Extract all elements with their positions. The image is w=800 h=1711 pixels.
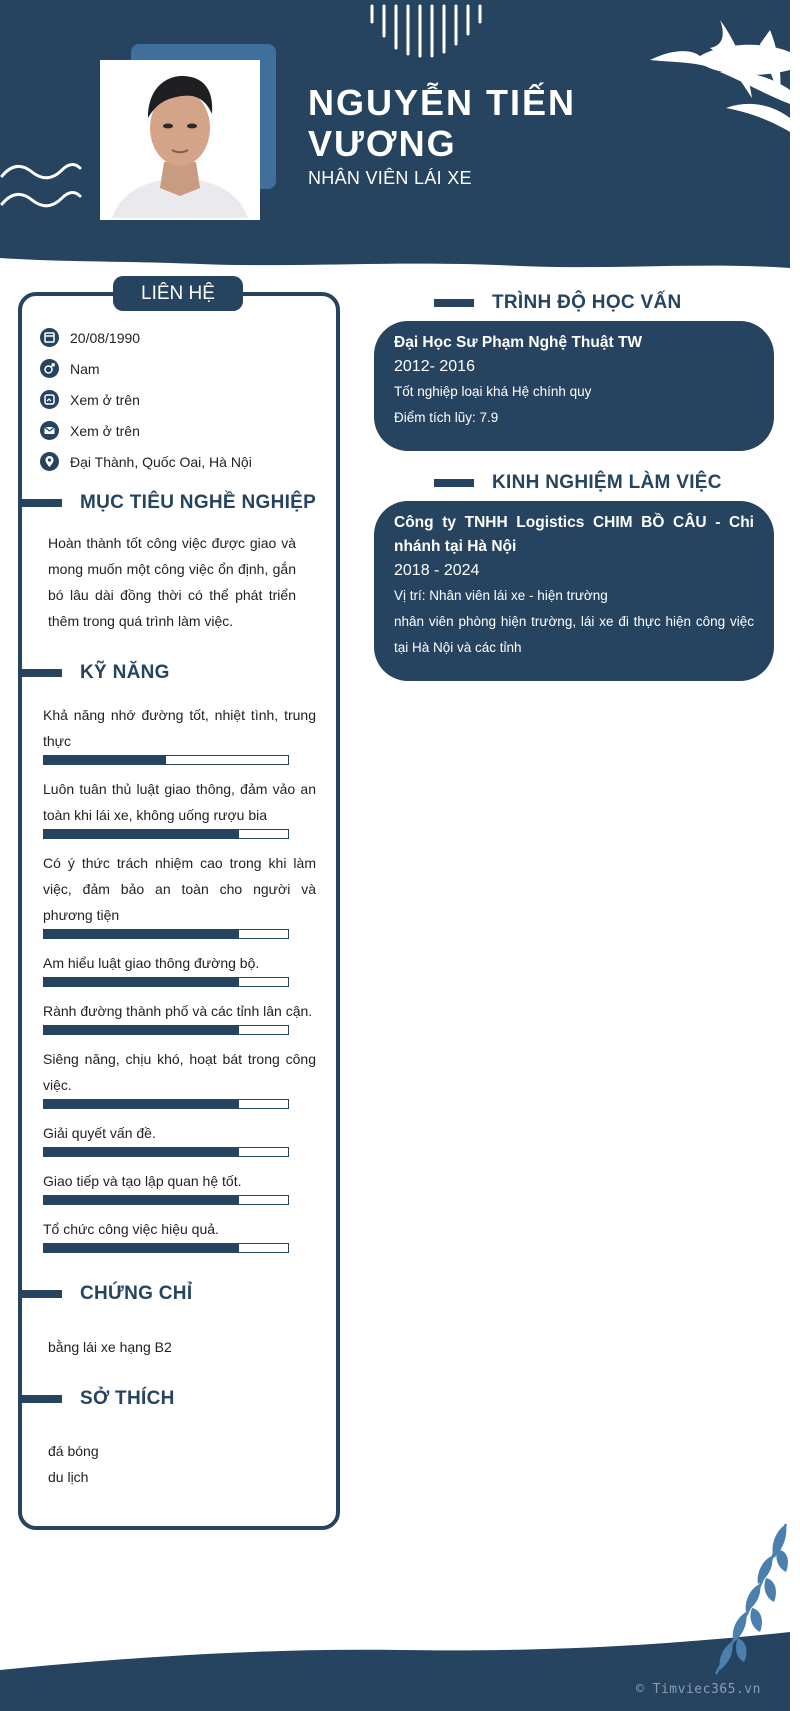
contact-email: Xem ở trên (70, 422, 140, 439)
contact-item-phone (40, 384, 320, 415)
education-school: Đại Học Sư Phạm Nghệ Thuật TW (394, 334, 643, 351)
skill-item (43, 1168, 316, 1205)
section-bar (434, 299, 474, 307)
watermark: © Timviec365.vn (636, 1682, 761, 1697)
experience-section-head (434, 472, 722, 494)
gender-icon (40, 359, 59, 378)
skill-bar (43, 755, 289, 765)
skill-label: Luôn tuân thủ luật giao thông, đảm vảo an toàn khi lái xe, không uống rượu bia (43, 781, 316, 823)
section-bar (434, 479, 474, 487)
candidate-name: NGUYỄN TIẾN VƯƠNG (308, 82, 577, 164)
section-bar (22, 1290, 62, 1298)
skill-bar-fill (44, 1196, 239, 1204)
skill-item (43, 1120, 316, 1157)
education-years: 2012- 2016 (394, 358, 475, 375)
education-card (374, 321, 774, 451)
skill-bar (43, 977, 289, 987)
contact-item-gender (40, 353, 320, 384)
education-section-head (434, 292, 682, 314)
hobbies-heading: SỞ THÍCH (80, 1388, 175, 1409)
section-bar (22, 669, 62, 677)
experience-position: Vị trí: Nhân viên lái xe - hiện trường (394, 588, 608, 603)
skill-bar-fill (44, 756, 166, 764)
experience-company: Công ty TNHH Logistics CHIM BỒ CÂU - Chi nhánh tại Hà Nội (394, 514, 754, 555)
hobby-item: du lịch (48, 1469, 89, 1485)
certificate-item: bằng lái xe hạng B2 (48, 1339, 172, 1355)
skill-bar-fill (44, 1148, 239, 1156)
skill-bar-fill (44, 830, 239, 838)
education-score: Điểm tích lũy: 7.9 (394, 410, 499, 425)
skill-bar-fill (44, 1026, 239, 1034)
skill-label: Siêng năng, chịu khó, hoạt bát trong công việc. (43, 1051, 316, 1093)
skill-label: Giải quyết vấn đề. (43, 1125, 156, 1141)
calendar-icon (40, 328, 59, 347)
skill-label: Tổ chức công việc hiệu quả. (43, 1221, 219, 1237)
hobby-item: đá bóng (48, 1443, 99, 1459)
skill-bar-fill (44, 1100, 239, 1108)
contact-item-address (40, 446, 320, 477)
skill-bar (43, 1025, 289, 1035)
skill-bar (43, 1147, 289, 1157)
contact-birthday: 20/08/1990 (70, 329, 141, 346)
experience-description: nhân viên phòng hiện trường, lái xe đi thực hiện công việc tại Hà Nội và các tỉnh (394, 614, 754, 655)
experience-card (374, 501, 774, 681)
skills-list (43, 702, 316, 1264)
contact-gender: Nam (70, 360, 100, 377)
objective-heading: MỤC TIÊU NGHỀ NGHIỆP (80, 492, 317, 513)
skill-bar (43, 929, 289, 939)
skill-bar (43, 1195, 289, 1205)
skill-label: Giao tiếp và tạo lập quan hệ tốt. (43, 1173, 242, 1189)
contact-list (40, 322, 320, 477)
certificates-section-head (22, 1283, 192, 1305)
section-bar (22, 499, 62, 507)
skill-bar-fill (44, 1244, 239, 1252)
skill-label: Khả năng nhớ đường tốt, nhiệt tình, trung thực (43, 707, 316, 749)
certificates-heading: CHỨNG CHỈ (80, 1283, 193, 1304)
contact-heading: LIÊN HỆ (113, 276, 243, 311)
skill-item (43, 950, 316, 987)
header-banner (0, 0, 790, 270)
skill-bar-fill (44, 978, 239, 986)
experience-heading: KINH NGHIỆM LÀM VIỆC (492, 472, 722, 493)
objective-section-head (22, 492, 316, 514)
skill-item (43, 998, 316, 1035)
location-icon (40, 452, 59, 471)
contact-phone: Xem ở trên (70, 391, 140, 408)
experience-years: 2018 - 2024 (394, 562, 480, 579)
contact-item-email (40, 415, 320, 446)
phone-icon (40, 390, 59, 409)
skill-item (43, 850, 316, 939)
skill-label: Rành đường thành phố và các tỉnh lân cận. (43, 1003, 313, 1019)
hobbies-section-head (22, 1388, 175, 1410)
skill-bar (43, 1099, 289, 1109)
skills-heading: KỸ NĂNG (80, 662, 170, 683)
skill-item (43, 1046, 316, 1109)
contact-address: Đại Thành, Quốc Oai, Hà Nội (70, 453, 252, 470)
objective-text: Hoàn thành tốt công việc được giao và mong muốn một công việc ổn định, gắn bó lâu dài đồng thời có thể phát triển thêm trong quá trình làm việc. (48, 535, 296, 629)
skill-label: Có ý thức trách nhiệm cao trong khi làm việc, đảm bảo an toàn cho người và phương tiện (43, 855, 316, 923)
education-heading: TRÌNH ĐỘ HỌC VẤN (492, 292, 682, 313)
skill-bar (43, 1243, 289, 1253)
avatar (102, 62, 258, 218)
skill-item (43, 702, 316, 765)
profile-photo (100, 60, 260, 220)
skill-item (43, 776, 316, 839)
skill-bar (43, 829, 289, 839)
education-detail: Tốt nghiệp loại khá Hệ chính quy (394, 384, 592, 399)
skills-section-head (22, 662, 170, 684)
skill-label: Am hiểu luật giao thông đường bộ. (43, 955, 260, 971)
section-bar (22, 1395, 62, 1403)
skill-bar-fill (44, 930, 239, 938)
skill-item (43, 1216, 316, 1253)
candidate-role: NHÂN VIÊN LÁI XE (308, 168, 472, 188)
email-icon (40, 421, 59, 440)
contact-item-birthday (40, 322, 320, 353)
